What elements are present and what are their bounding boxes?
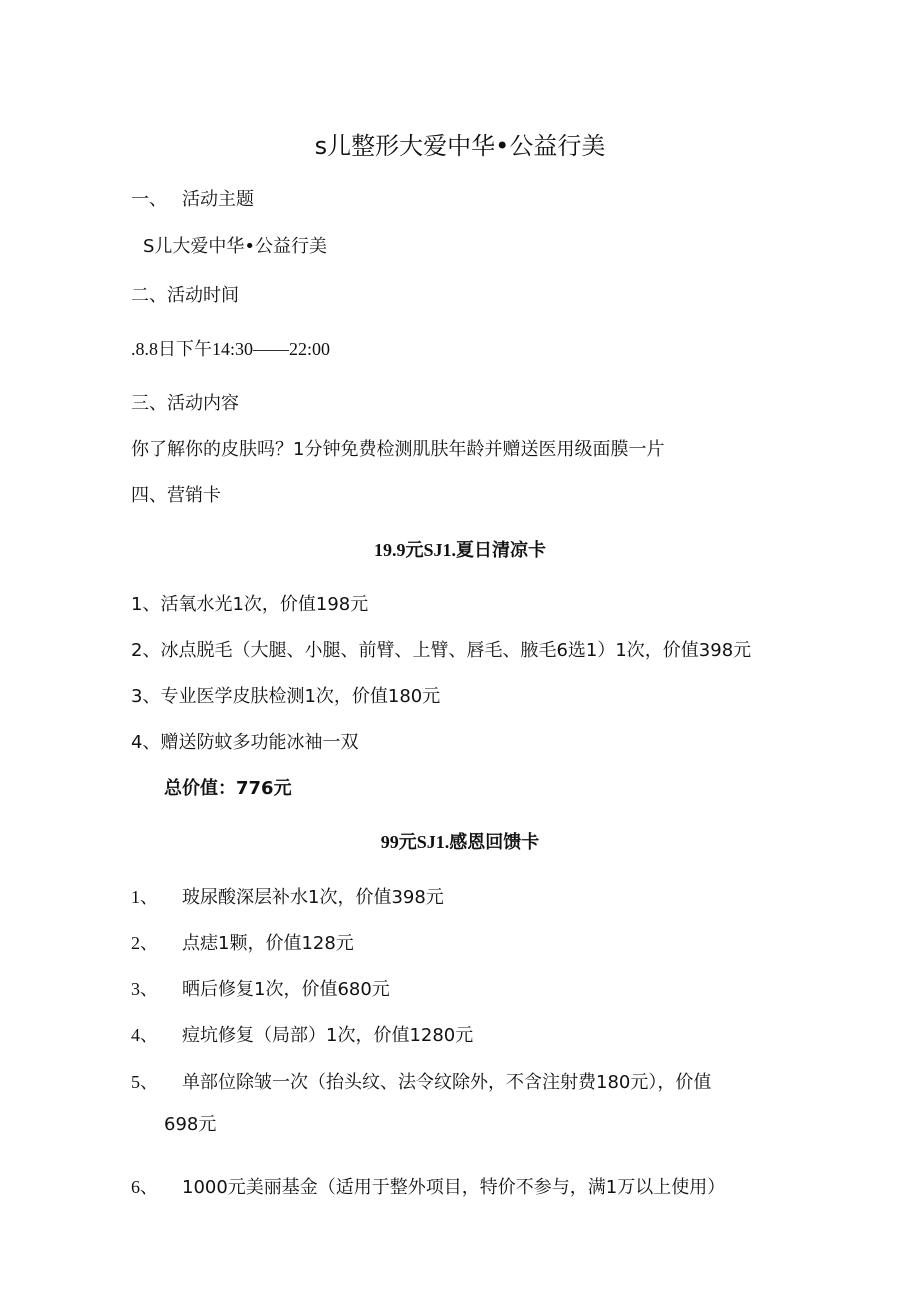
card2-title: 99元SJ1.感恩回馈卡 <box>380 832 540 852</box>
card2-item <box>131 978 390 1001</box>
card1-title: 19.9元SJ1.夏日清凉卡 <box>373 540 546 560</box>
card1-item: 4、赠送防蚊多功能冰袖一双 <box>131 732 359 753</box>
document-title: s儿整形大爱中华•公益行美 <box>314 132 606 160</box>
item-number: 3、 <box>131 979 158 999</box>
card1-total: 总价值：776元 <box>164 778 292 799</box>
item-number: 2、 <box>131 933 158 953</box>
item-number: 6、 <box>131 1177 158 1197</box>
card2-item <box>131 1024 473 1047</box>
item-text: 1000元美丽基金（适用于整外项目，特价不参与，满1万以上使用） <box>182 1177 726 1198</box>
section-number: 一、 <box>131 189 167 210</box>
item-text: 点痣1颗，价值128元 <box>182 933 354 954</box>
card2-item <box>131 1176 725 1199</box>
section-heading-text: 活动主题 <box>182 189 254 210</box>
card1-item: 3、专业医学皮肤检测1次，价值180元 <box>131 686 441 707</box>
card1-item: 1、活氧水光1次，价值198元 <box>131 594 369 615</box>
item-text: 单部位除皱一次（抬头纹、法令纹除外，不含注射费180元），价值 <box>182 1072 712 1093</box>
section-heading-theme <box>131 189 254 211</box>
card2-item <box>131 932 354 955</box>
content-text: 你了解你的皮肤吗？1分钟免费检测肌肤年龄并赠送医用级面膜一片 <box>131 439 665 460</box>
item-number: 4、 <box>131 1025 158 1045</box>
time-text: .8.8日下午14:30——22:00 <box>131 339 331 359</box>
item-text: 晒后修复1次，价值680元 <box>182 979 390 1000</box>
item-number: 1、 <box>131 887 158 907</box>
card1-item: 2、冰点脱毛（大腿、小腿、前臂、上臂、唇毛、腋毛6选1）1次，价值398元 <box>131 640 752 661</box>
section-heading-cards: 四、营销卡 <box>131 485 221 506</box>
item-text: 痘坑修复（局部）1次，价值1280元 <box>182 1025 474 1046</box>
theme-text: S儿大爱中华•公益行美 <box>143 236 328 257</box>
section-heading-time: 二、活动时间 <box>131 285 239 306</box>
item-text: 玻尿酸深层补水1次，价值398元 <box>182 887 444 908</box>
item-number: 5、 <box>131 1072 158 1092</box>
card2-item <box>131 1071 711 1094</box>
section-heading-content: 三、活动内容 <box>131 393 239 414</box>
card2-item <box>131 886 444 909</box>
card2-item-continuation: 698元 <box>164 1114 217 1135</box>
